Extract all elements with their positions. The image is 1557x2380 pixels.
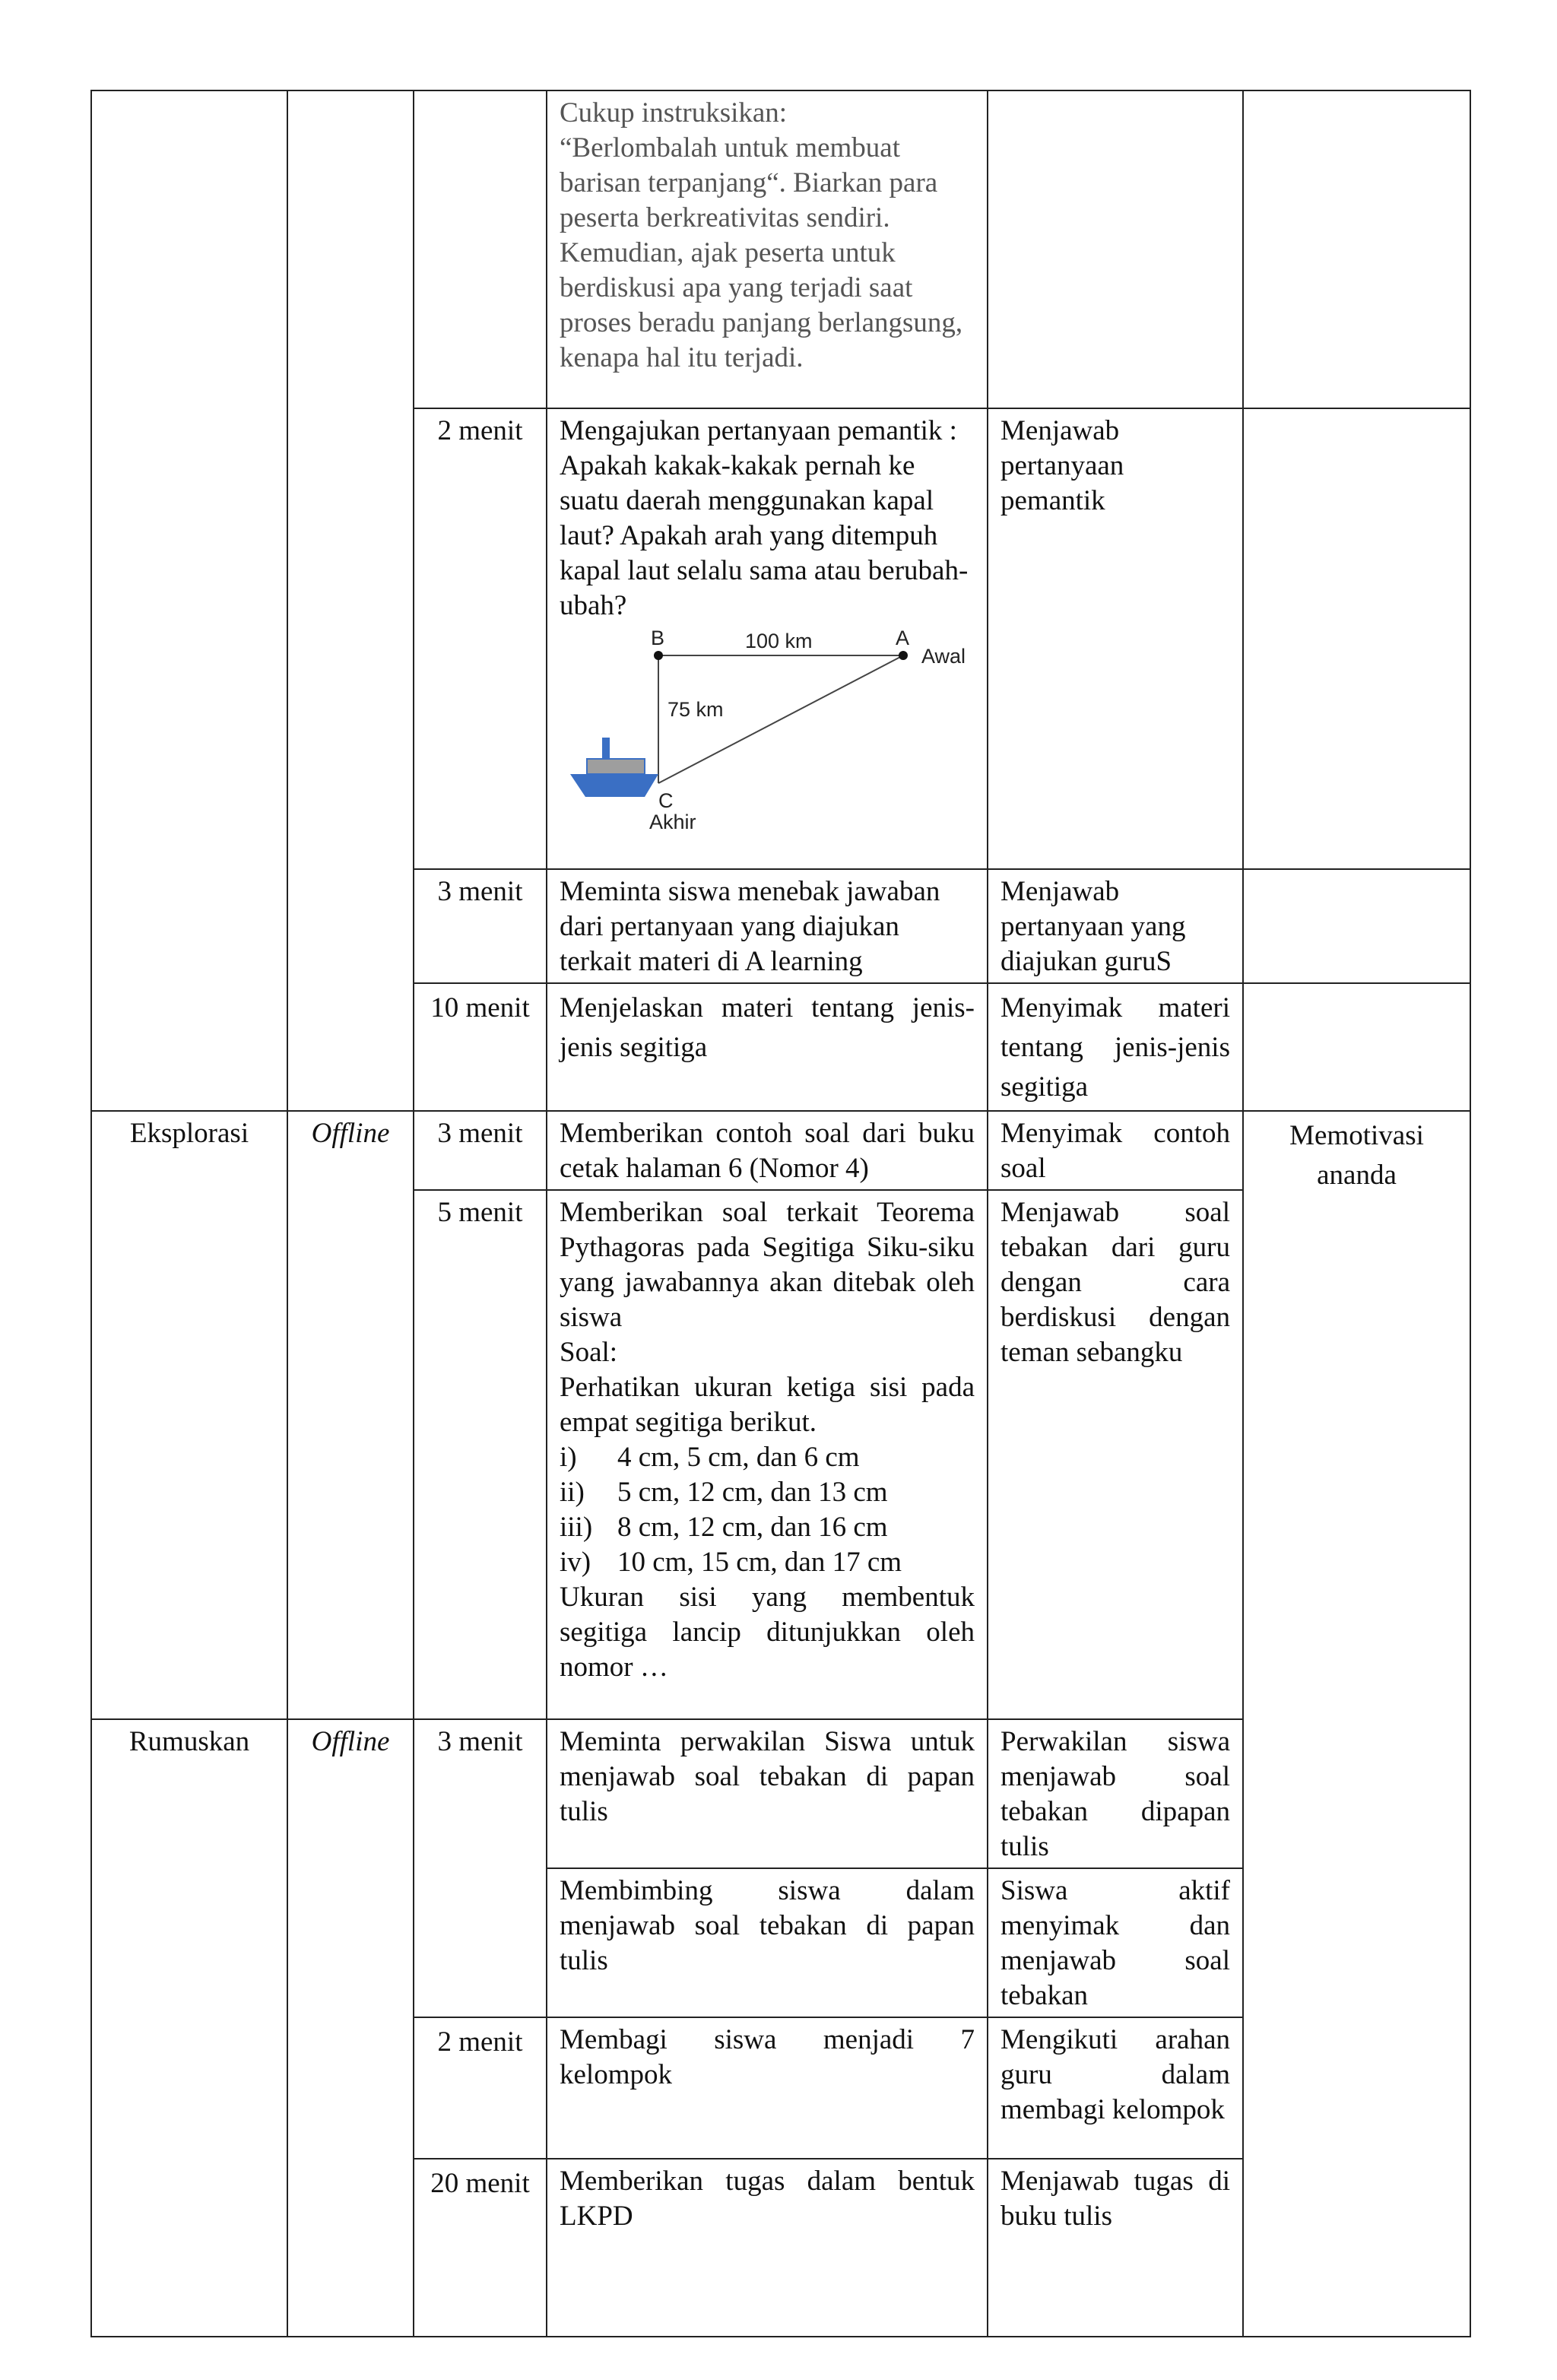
tahap-cell: Eksplorasi bbox=[91, 1111, 287, 1719]
siswa-activity-cell: Siswa aktif menyimak dan menjawab soal tebakan bbox=[988, 1868, 1243, 2017]
waktu-cell: 3 menit bbox=[414, 869, 547, 983]
karakter-cell bbox=[1243, 983, 1470, 1111]
waktu-cell: 20 menit bbox=[414, 2159, 547, 2337]
point-b-label: B bbox=[651, 627, 665, 649]
list-item bbox=[560, 1475, 975, 1510]
ship-route-figure bbox=[560, 625, 985, 836]
guru-intro-text: Memberikan soal terkait Teorema Pythagoras pada Segitiga Siku-siku yang jawabannya akan ditebak oleh siswa bbox=[560, 1197, 975, 1333]
point-b-dot bbox=[654, 651, 663, 660]
tahap-cell bbox=[91, 90, 287, 1111]
list-item-text: 4 cm, 5 cm, dan 6 cm bbox=[617, 1442, 860, 1473]
list-item-text: 5 cm, 12 cm, dan 13 cm bbox=[617, 1477, 888, 1508]
siswa-activity-cell: Menjawab tugas di buku tulis bbox=[988, 2159, 1243, 2337]
waktu-cell: 3 menit bbox=[414, 1719, 547, 2017]
karakter-cell bbox=[1243, 869, 1470, 983]
end-label: Akhir bbox=[649, 811, 696, 833]
soal-closing-text: Ukuran sisi yang membentuk segitiga lancip ditunjukkan oleh nomor … bbox=[560, 1582, 975, 1683]
guru-activity-cell: Meminta perwakilan Siswa untuk menjawab soal tebakan di papan tulis bbox=[547, 1719, 988, 1868]
start-label: Awal bbox=[921, 645, 966, 668]
siswa-activity-cell: Menjawab pertanyaan pemantik bbox=[988, 408, 1243, 869]
table-row bbox=[91, 1111, 1470, 1190]
siswa-activity-cell: Mengikuti arahan guru dalam membagi kelompok bbox=[988, 2017, 1243, 2159]
siswa-activity-cell: Perwakilan siswa menjawab soal tebakan dipapan tulis bbox=[988, 1719, 1243, 1868]
ship-icon bbox=[570, 738, 658, 797]
list-item-number: iv) bbox=[560, 1547, 591, 1578]
waktu-cell: 2 menit bbox=[414, 408, 547, 869]
karakter-cell bbox=[1243, 408, 1470, 869]
mode-cell: Offline bbox=[287, 1111, 414, 1719]
lesson-plan-table bbox=[90, 90, 1471, 2337]
list-item-number: iii) bbox=[560, 1512, 593, 1543]
tahap-cell: Rumuskan bbox=[91, 1719, 287, 2337]
karakter-cell: Memotivasi ananda bbox=[1243, 1111, 1470, 2337]
guru-question-text: Apakah kakak-kakak pernah ke suatu daerah menggunakan kapal laut? Apakah arah yang ditempuh kapal laut selalu sama atau berubah-ubah? bbox=[560, 450, 969, 621]
guru-activity-cell: Memberikan contoh soal dari buku cetak halaman 6 (Nomor 4) bbox=[547, 1111, 988, 1190]
waktu-cell: 5 menit bbox=[414, 1190, 547, 1719]
siswa-activity-cell: Menyimak contoh soal bbox=[988, 1111, 1243, 1190]
waktu-cell: 3 menit bbox=[414, 1111, 547, 1190]
point-a-label: A bbox=[896, 627, 910, 649]
guru-activity-cell: Meminta siswa menebak jawaban dari pertanyaan yang diajukan terkait materi di A learning bbox=[547, 869, 988, 983]
siswa-activity-cell: Menjawab soal tebakan dari guru dengan cara berdiskusi dengan teman sebangku bbox=[988, 1190, 1243, 1719]
soal-text: Perhatikan ukuran ketiga sisi pada empat segitiga berikut. bbox=[560, 1372, 975, 1438]
siswa-activity-cell bbox=[988, 90, 1243, 408]
mode-cell: Offline bbox=[287, 1719, 414, 2337]
guru-activity-cell bbox=[547, 90, 988, 408]
point-c-label: C bbox=[658, 789, 674, 812]
list-item bbox=[560, 1545, 975, 1580]
top-length-label: 100 km bbox=[745, 630, 813, 652]
list-item-number: ii) bbox=[560, 1477, 585, 1508]
side-length-label: 75 km bbox=[668, 698, 724, 721]
list-item bbox=[560, 1440, 975, 1475]
list-item-number: i) bbox=[560, 1442, 577, 1473]
guru-activity-cell: Memberikan tugas dalam bentuk LKPD bbox=[547, 2159, 988, 2337]
list-item-text: 8 cm, 12 cm, dan 16 cm bbox=[617, 1512, 888, 1543]
point-a-dot bbox=[899, 651, 908, 660]
list-item bbox=[560, 1510, 975, 1545]
guru-instruction-text: “Berlombalah untuk membuat barisan terpanjang“. Biarkan para peserta berkreativitas sendiri. Kemudian, ajak peserta untuk berdiskusi apa yang terjadi saat proses beradu panjang berlangsung, kenapa hal itu terjadi. bbox=[560, 132, 963, 373]
siswa-activity-cell: Menjawab pertanyaan yang diajukan guruS bbox=[988, 869, 1243, 983]
waktu-cell: 10 menit bbox=[414, 983, 547, 1111]
soal-label: Soal: bbox=[560, 1337, 618, 1368]
guru-activity-cell: Membimbing siswa dalam menjawab soal tebakan di papan tulis bbox=[547, 1868, 988, 2017]
guru-activity-cell bbox=[547, 1190, 988, 1719]
mode-cell bbox=[287, 90, 414, 1111]
waktu-cell bbox=[414, 90, 547, 408]
guru-instruction-label: Cukup instruksikan: bbox=[560, 97, 788, 129]
guru-intro-text: Mengajukan pertanyaan pemantik : bbox=[560, 415, 957, 446]
siswa-activity-cell: Menyimak materi tentang jenis-jenis segitiga bbox=[988, 983, 1243, 1111]
guru-activity-cell bbox=[547, 408, 988, 869]
waktu-cell: 2 menit bbox=[414, 2017, 547, 2159]
guru-activity-cell: Menjelaskan materi tentang jenis-jenis segitiga bbox=[547, 983, 988, 1111]
karakter-cell bbox=[1243, 90, 1470, 408]
guru-activity-cell: Membagi siswa menjadi 7 kelompok bbox=[547, 2017, 988, 2159]
table-row bbox=[91, 90, 1470, 408]
list-item-text: 10 cm, 15 cm, dan 17 cm bbox=[617, 1547, 902, 1578]
